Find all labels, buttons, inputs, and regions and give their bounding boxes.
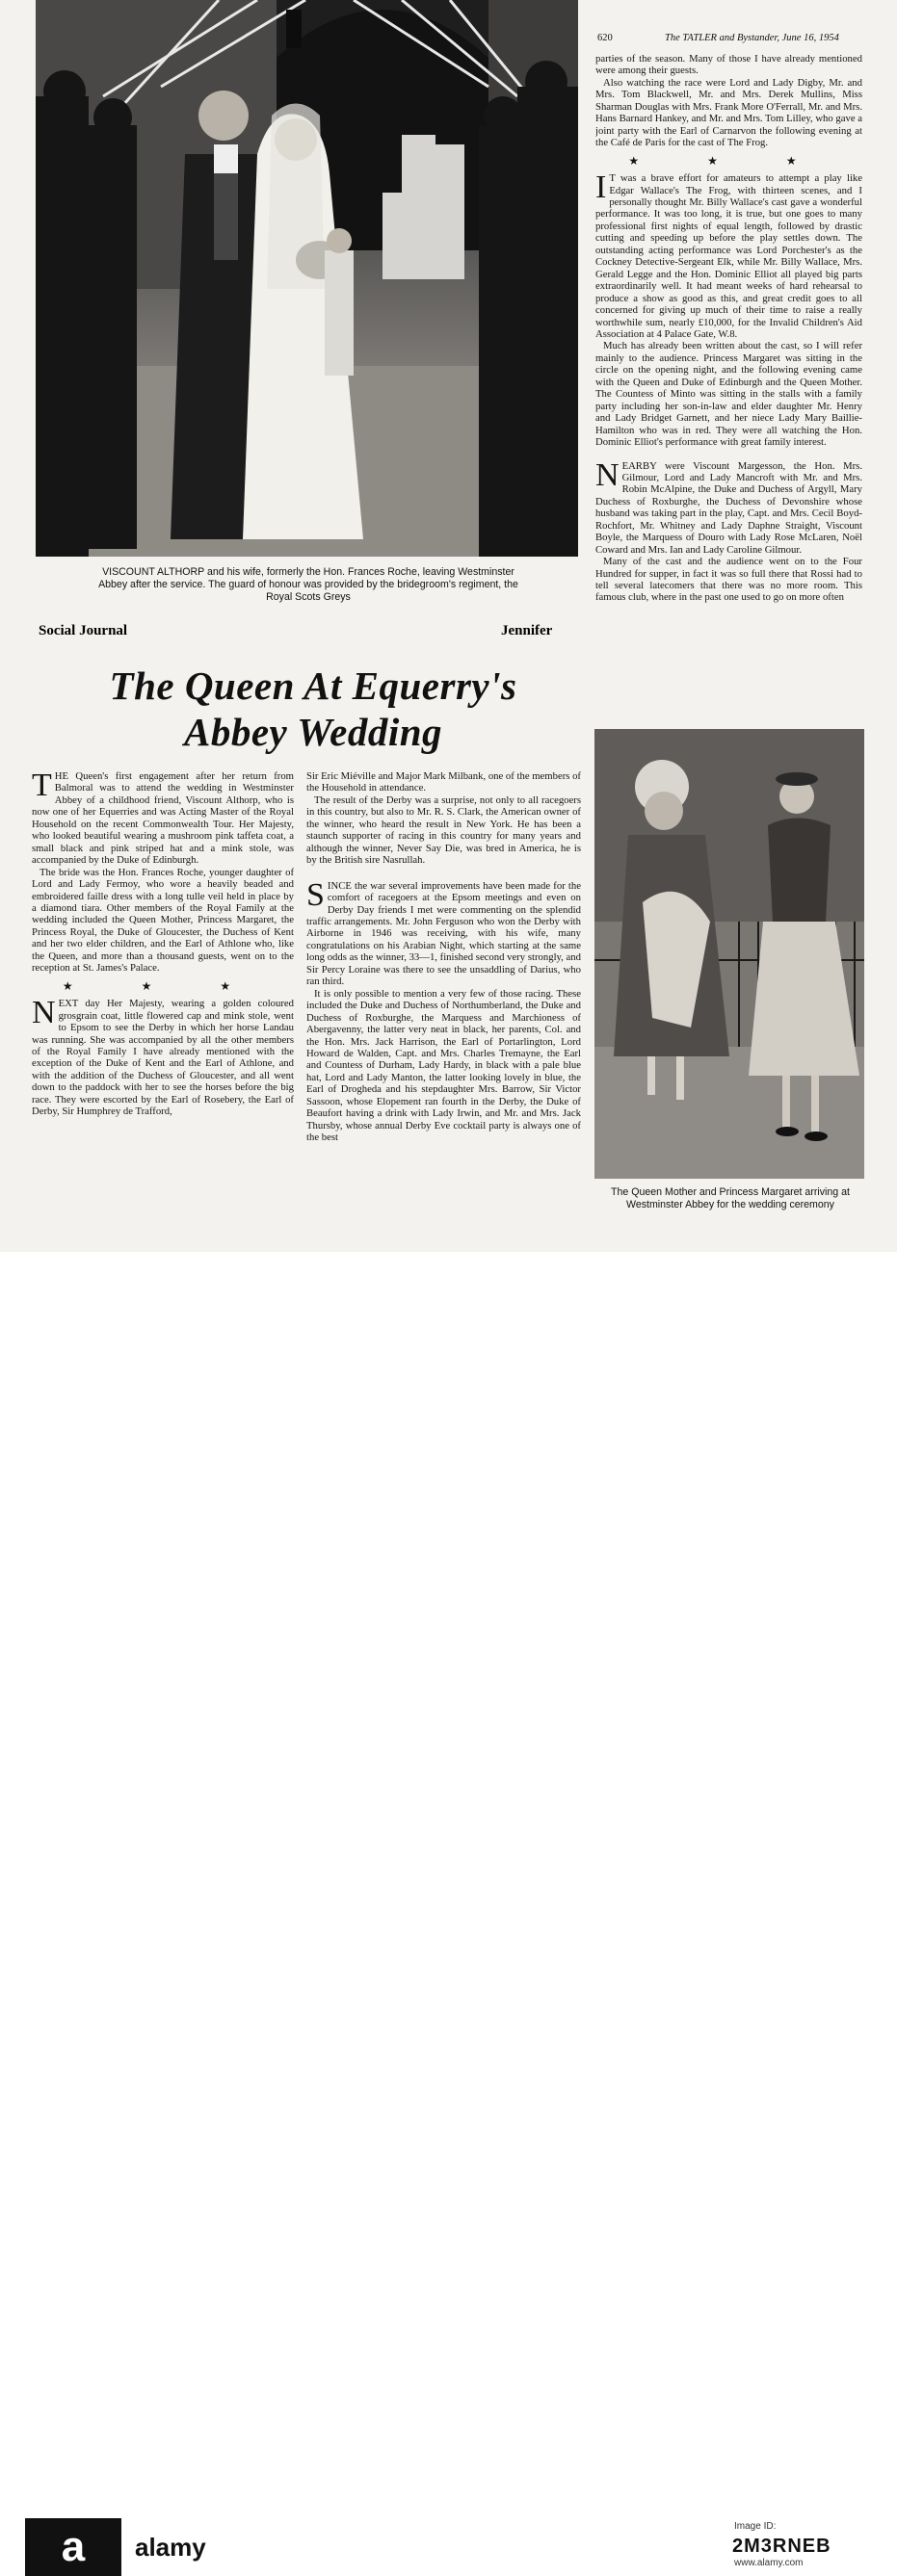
paragraph: Much has already been written about the cast, so I will refer mainly to the audience. Princess Margaret was sitting in the circle on the opening night, and the following evening came with the Queen and Duke of Edinburgh and the Queen Mother. The Countess of Minto was sitting in the stalls with a family party including her son-in-law and elder daughter Mr. Henry and Lady Bridget Garnett, and her niece Lady Mary Baillie-Hamilton who was in red. They were all watching the Hon. Dominic Elliot's performance with great family interest. bbox=[595, 340, 862, 449]
drop-cap: N bbox=[595, 456, 620, 493]
section-divider-stars: ★ ★ ★ bbox=[628, 153, 830, 168]
wedding-photo-caption: VISCOUNT ALTHORP and his wife, formerly the Hon. Frances Roche, leaving Westminster Abbey after the service. The guard of honour was provided by the bridegroom's regiment, the Royal Scots Greys bbox=[98, 566, 518, 603]
wedding-photo-illustration bbox=[36, 0, 578, 557]
drop-cap: I bbox=[595, 169, 607, 206]
column-1 bbox=[32, 770, 294, 1252]
article-title bbox=[39, 663, 588, 755]
drop-cap: S bbox=[306, 876, 325, 913]
section-heading: Social Journal bbox=[39, 623, 128, 638]
paragraph: NEARBY were Viscount Margesson, the Hon. Mrs. Gilmour, Lord and Lady Mancroft with Mr. and Mrs. Robin McAlpine, the Duke and Duchess of Argyll, Mary Duchess of Roxburghe, the Duchess of Devonshire whose husband was taking part in the play, Capt. and Mrs. Cecil Boyd-Rochfort, Mr. Whitney and Lady Daphne Straight, Viscount Boyle, the Marquess of Douro with Lady Rose McLaren, Noël Coward and Mrs. Ian and Lady Caroline Gilmour. bbox=[595, 456, 862, 556]
alamy-brand: alamy bbox=[135, 2533, 206, 2562]
article-title-line1: The Queen At Equerry's bbox=[109, 664, 517, 708]
column-3 bbox=[595, 53, 862, 727]
queen-mother-photo bbox=[594, 729, 864, 1179]
paragraph: I T was a brave effort for amateurs to attempt a play like Edgar Wallace's The Frog, with thirteen scenes, and I personally thought Mr. Billy Wallace's cast gave a wonderful performance. It was too long, it is true, but one goes to many professional first nights of equal length, followed by drastic cutting and speeding up before the play settles down. The outstanding acting performance was Lord Porchester's as the Cockney Detective-Sergeant Elk, while Mr. Billy Wallace, Mrs. Gerald Legge and the Hon. Dominic Elliot all played big parts extraordinarily well. It had meant weeks of hard rehearsal to produce a show as good as this, and great credit goes to all concerned for giving up much of their time to raise a really worthwhile sum, nearly £10,000, for the Invalid Children's Aid Association at 4 Palace Gate, W.8. bbox=[595, 169, 862, 340]
magazine-page bbox=[0, 0, 897, 1252]
svg-text:a: a bbox=[61, 2523, 86, 2570]
page-number: 620 bbox=[597, 33, 613, 43]
column-2 bbox=[306, 770, 581, 1252]
paragraph: Many of the cast and the audience went on to the Four Hundred for supper, in fact it was so full there that Rossi had to tell several latecomers that there was no more room. This famous club, where in the past one used to go on more often bbox=[595, 556, 862, 604]
stock-footer bbox=[0, 1252, 897, 2570]
alamy-logo bbox=[25, 2518, 121, 2576]
paragraph: parties of the season. Many of those I have already mentioned were among their guests. bbox=[595, 53, 862, 77]
alamy-site[interactable]: www.alamy.com bbox=[734, 2558, 804, 2568]
paragraph: It is only possible to mention a very few of those racing. These included the Duke and Duchess of Northumberland, the Duke and Duchess of Roxburghe, the Marquess and Marchioness of Abergavenny, the latter very neat in black, her parents, Col. and the Hon. Mrs. Jack Harrison, the Earl of Portarlington, Lord Howard de Walden, Capt. and Mrs. Charles Tremayne, the Earl and Countess of Durham, Lady Hardy, in black with a pale blue hat, Lord and Lady Manton, the latter looking lovely in blue, the Earl of Drogheda and his stepdaughter Mrs. Barrow, Sir Victor Sassoon, whose Elopement ran fourth in the Derby, the Duke of Beaufort having a drink with Lady Irwin, and Mr. and Mrs. Jack Thursby, whose annual Derby Eve cocktail party is always one of the best bbox=[306, 987, 581, 1144]
queen-mother-photo-caption: The Queen Mother and Princess Margaret arriving at Westminster Abbey for the wedding ceremony bbox=[611, 1186, 850, 1210]
drop-cap: T bbox=[32, 770, 52, 803]
author-byline: Jennifer bbox=[501, 623, 553, 638]
paragraph: THE Queen's first engagement after her return from Balmoral was to attend the wedding in Westminster Abbey of a childhood friend, Viscount Althorp, who is now one of her Equerries and was Acting Master of the Royal Household on the recent Commonwealth Tour. Her Majesty, who looked beautiful wearing a mushroom pink taffeta coat, a small black and pink striped hat and a mink stole, was accompanied by the Duke of Edinburgh. bbox=[32, 770, 294, 867]
paragraph: The result of the Derby was a surprise, not only to all racegoers in this country, but also to Mr. R. S. Clark, the American owner of the winner, who heard the result in New York. He has been a staunch supporter of racing in this country for many years and although the winner, Never Say Die, was bred in America, he is by the British sire Nasrullah. bbox=[306, 794, 581, 867]
paragraph: NEXT day Her Majesty, wearing a golden coloured grosgrain coat, little flowered cap and mink stole, went to Epsom to see the Derby in which her horse Landau was running. She was accompanied by all the other members of the Royal Family I have already mentioned with the exception of the Duke of Kent and the Earl of Athlone, and with the addition of the Duchess of Gloucester, and all went down to the paddock with her to see the horses before the big race. They were escorted by the Earl of Rosebery, the Earl of Derby, Sir Humphrey de Trafford, bbox=[32, 995, 294, 1118]
paragraph: Also watching the race were Lord and Lady Digby, Mr. and Mrs. Tom Blackwell, Mr. and Mrs. Derek Mullins, Miss Sharman Douglas with Mrs. Frank More O'Ferrall, Mr. and Mrs. Hans Barnard Hankey, and Mr. and Mrs. Tom Lilley, who gave a joint party with the Earl of Carnarvon the following evening at the Café de Paris for the cast of The Frog. bbox=[595, 76, 862, 149]
section-divider-stars: ★ ★ ★ bbox=[62, 978, 264, 993]
image-id: 2M3RNEB bbox=[732, 2536, 831, 2557]
publication-header: The TATLER and Bystander, June 16, 1954 bbox=[665, 33, 839, 43]
paragraph: Sir Eric Miéville and Major Mark Milbank, one of the members of the Household in attendance. bbox=[306, 770, 581, 794]
image-id-label: Image ID: bbox=[734, 2521, 777, 2532]
wedding-photo bbox=[36, 0, 578, 557]
queen-mother-photo-illustration bbox=[594, 729, 864, 1179]
paragraph: The bride was the Hon. Frances Roche, younger daughter of Lord and Lady Fermoy, who wore a heavily beaded and embroidered faille dress with a long tulle veil held in place by a diamond tiara. Other members of the Royal Family at the wedding included the Queen Mother, Princess Margaret, the Princess Royal, the Duke of Gloucester, the Duchess of Kent and her two elder children, and the Earl of Athlone who, like the Queen, and more than a thousand guests, went on to the reception at St. James's Palace. bbox=[32, 866, 294, 975]
article-title-line2: Abbey Wedding bbox=[183, 710, 443, 754]
drop-cap: N bbox=[32, 995, 56, 1031]
paragraph: SINCE the war several improvements have been made for the comfort of racegoers at the Epsom meetings and even on Derby Day friends I met were commenting on the splendid traffic arrangements. Mr. John Ferguson who won the Derby with Airborne in 1946 was receiving, with his wife, many congratulations on his Arabian Night, which starting at the same long odds as the winner, 33—1, finished second very strongly, and Sir Percy Loraine was there to see the unsaddling of Darius, who ran third. bbox=[306, 876, 581, 988]
